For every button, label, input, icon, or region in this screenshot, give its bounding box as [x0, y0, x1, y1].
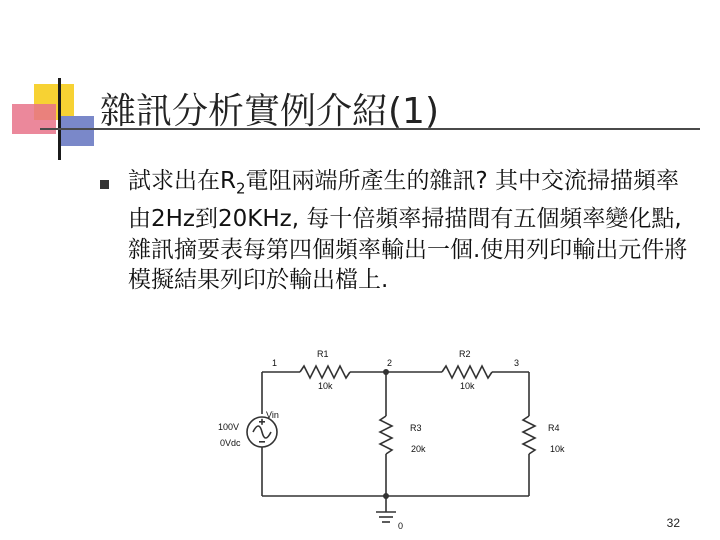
r4-name-label: R4 — [548, 423, 560, 433]
source-plus-icon-vert — [261, 419, 263, 425]
r2-name-label: R2 — [459, 349, 471, 359]
source-dc-label: 0Vdc — [220, 438, 241, 448]
r2-value-label: 10k — [460, 381, 475, 391]
r1-value-label: 10k — [318, 381, 333, 391]
r3-name-label: R3 — [410, 423, 422, 433]
source-tilde-icon — [253, 426, 271, 438]
resistor-r1-symbol — [300, 366, 350, 378]
node-2-label: 2 — [387, 358, 393, 368]
resistor-r2-symbol — [442, 366, 492, 378]
bullet-text-subscript: 2 — [235, 179, 246, 198]
bullet-text-post: 電阻兩端所產生的雜訊? 其中交流掃描頻率由2Hz到20KHz, 每十倍頻率掃描間有五個頻率變化點,雜訊摘要表每第四個頻率輸出一個.使用列印輸出元件將模擬結果列印於輸出檔上. — [128, 168, 688, 294]
r4-value-label: 10k — [550, 444, 565, 454]
ground-node-label: 0 — [398, 521, 404, 531]
resistor-r4-symbol — [523, 416, 535, 454]
node-3-label: 3 — [514, 358, 520, 368]
source-ac-label: 100V — [218, 422, 240, 432]
slide-title: 雜訊分析實例介紹(1) — [100, 91, 439, 132]
resistor-r3-symbol — [380, 416, 392, 454]
source-minus-icon — [259, 441, 265, 443]
page-number: 32 — [666, 516, 680, 530]
node-1-label: 1 — [272, 358, 278, 368]
junction-node-2 — [383, 369, 389, 375]
junction-node-ground — [383, 493, 389, 499]
bullet-text-pre: 試求出在R — [128, 168, 236, 194]
r1-name-label: R1 — [317, 349, 329, 359]
r3-value-label: 20k — [411, 444, 426, 454]
source-name-label: Vin — [266, 410, 279, 420]
